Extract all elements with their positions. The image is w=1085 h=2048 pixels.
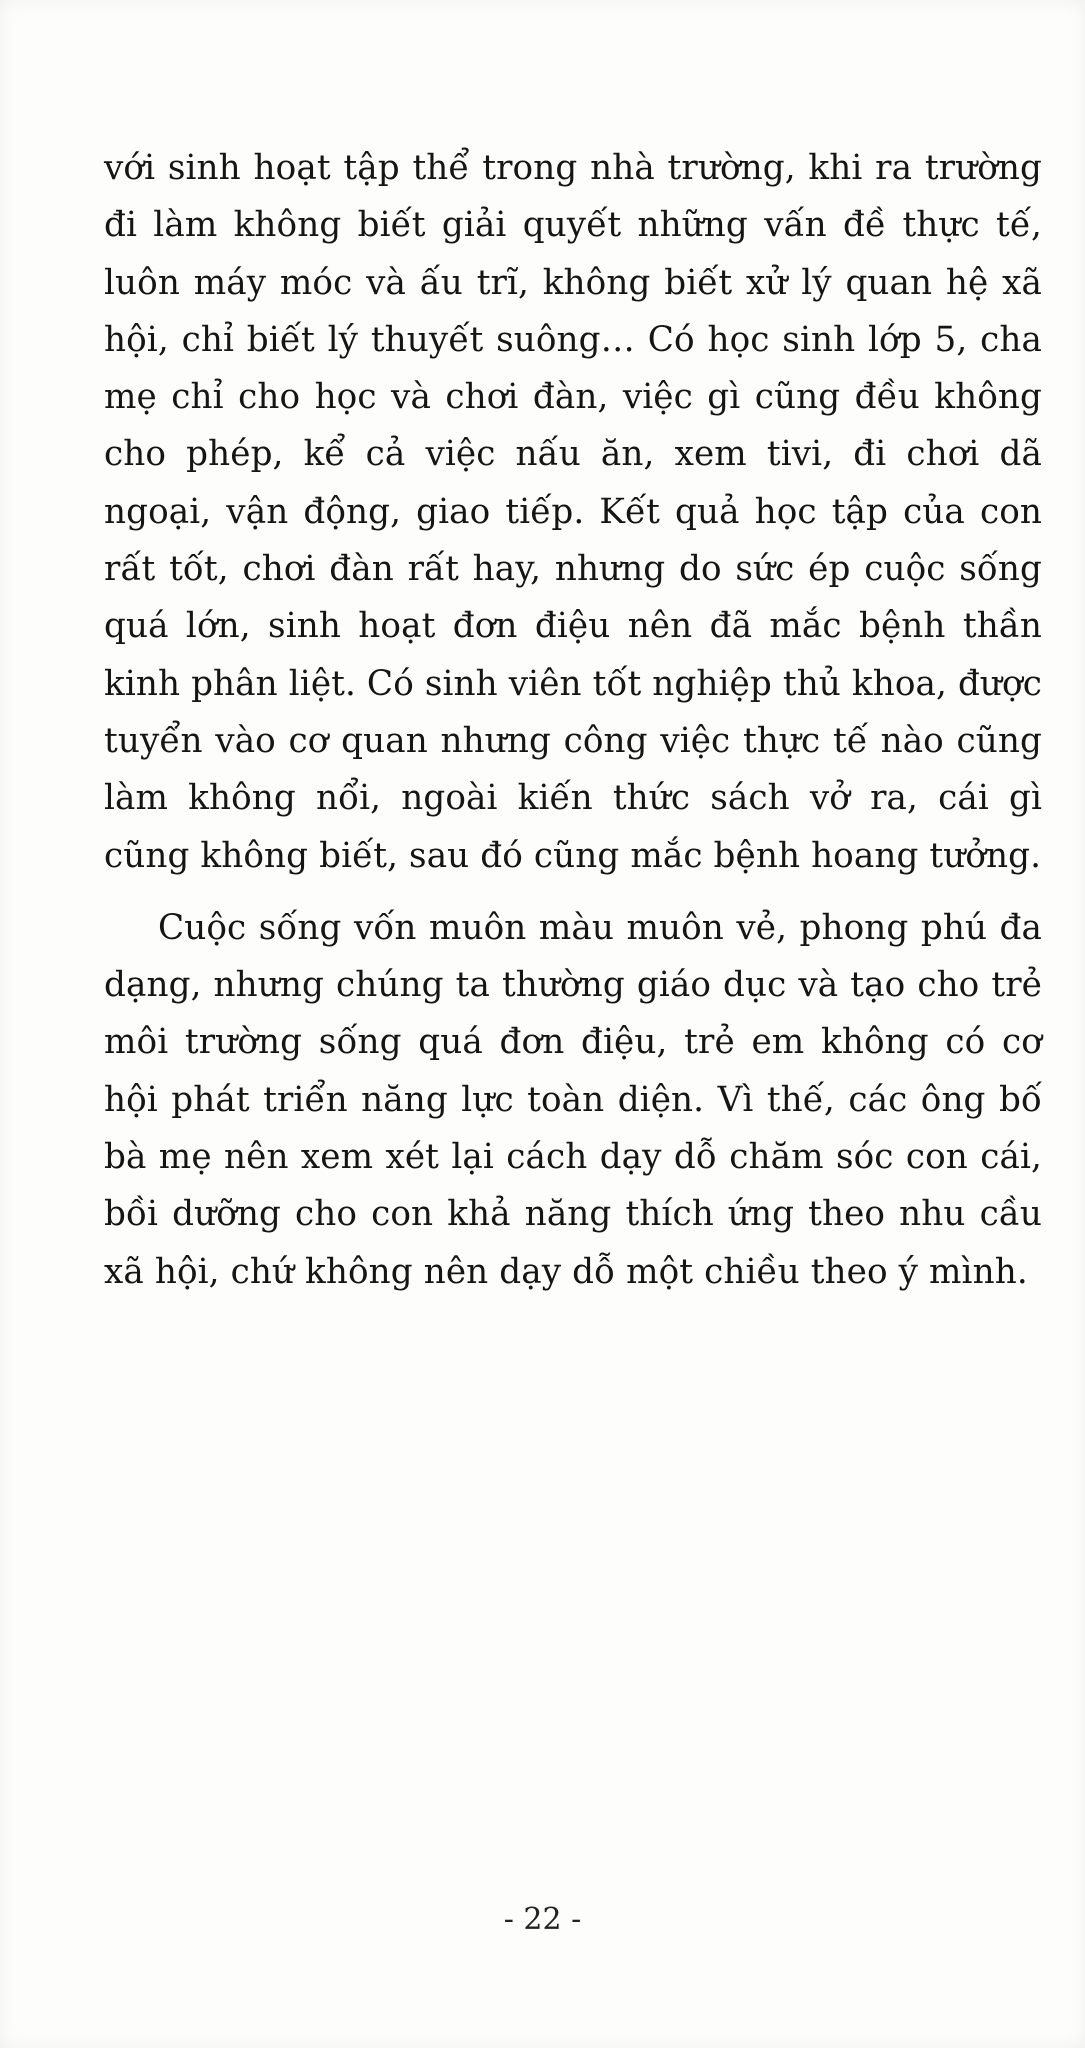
paragraph-conclusion: Cuộc sống vốn muôn màu muôn vẻ, phong phú đa dạng, nhưng chúng ta thường giáo dục và tạo cho trẻ môi trường sống quá đơn điệu, trẻ em không có cơ hội phát triển năng lực toàn diện. Vì thế, các ông bố bà mẹ nên xem xét lại cách dạy dỗ chăm sóc con cái, bồi dưỡng cho con khả năng thích ứng theo nhu cầu xã hội, chứ không nên dạy dỗ một chiều theo ý mình. (104, 907, 1042, 1292)
page-number: - 22 - (503, 1902, 582, 1937)
body-text (104, 140, 1042, 1301)
paragraph-continuation: với sinh hoạt tập thể trong nhà trường, khi ra trường đi làm không biết giải quyết những vấn đề thực tế, luôn máy móc và ấu trĩ, không biết xử lý quan hệ xã hội, chỉ biết lý thuyết suông… Có học sinh lớp 5, cha mẹ chỉ cho học và chơi đàn, việc gì cũng đều không cho phép, kể cả việc nấu ăn, xem tivi, đi chơi dã ngoại, vận động, giao tiếp. Kết quả học tập của con rất tốt, chơi đàn rất hay, nhưng do sức ép cuộc sống quá lớn, sinh hoạt đơn điệu nên đã mắc bệnh thần kinh phân liệt. Có sinh viên tốt nghiệp thủ khoa, được tuyển vào cơ quan nhưng công việc thực tế nào cũng làm không nổi, ngoài kiến thức sách vở ra, cái gì cũng không biết, sau đó cũng mắc bệnh hoang tưởng. (104, 148, 1042, 876)
